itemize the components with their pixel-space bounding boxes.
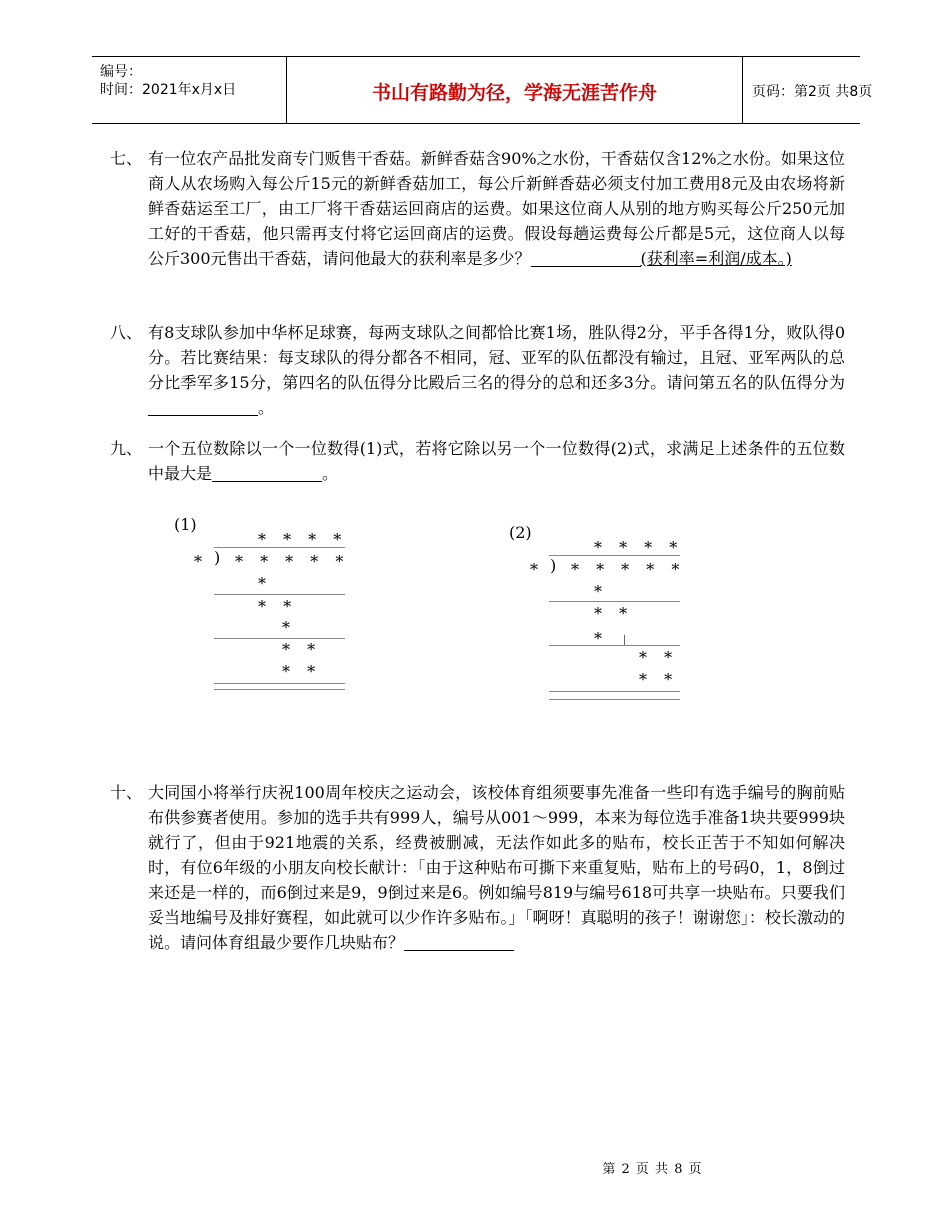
quotient-row: * * * * <box>594 538 684 557</box>
problem-body: 有8支球队参加中华杯足球赛，每两支球队之间都恰比赛1场，胜队得2分，平手各得1分，败队得0分。若比赛结果：每支球队的得分都各不相同，冠、亚军的队伍都没有输过，且冠、亚军两队的总分比季军多15分，第四名的队伍得分比殿后三名的得分的总和还多3分。请问第五名的队伍得分为 <box>148 323 845 392</box>
step-row: * * <box>258 597 298 616</box>
problem-text <box>148 146 845 271</box>
quotient-row: * * * * <box>258 530 348 549</box>
step-row: * 」 <box>594 629 642 648</box>
division-bar <box>214 547 345 548</box>
step-row: * * <box>282 662 322 681</box>
problem-number: 七、 <box>110 149 143 168</box>
problem-7 <box>110 146 845 271</box>
end-line <box>214 689 345 690</box>
end-line <box>214 683 345 684</box>
problem-body: 大同国小将举行庆祝100周年校庆之运动会，该校体育组须要事先准备一些印有选手编号的胸前贴布供参赛者使用。参加的选手共有999人，编号从001～999，本来为每位选手准备1块共要999块就行了，但由于921地震的关系，经费被删减，无法作如此多的贴布，校长正苦于不知如何解决时，有位6年级的小朋友向校长献计：「由于这种贴布可撕下来重复贴，贴布上的号码0，1，8倒过来还是一样的，而6倒过来是9，9倒过来是6。例如编号819与编号618可共享一块贴布。只要我们妥当地编号及排好赛程，如此就可以少作许多贴布。」「啊呀！真聪明的孩子！谢谢您」：校长激动的说。请问体育组最少要作几块贴布？ <box>148 783 845 952</box>
step-row: * <box>594 582 608 601</box>
divisor: * <box>530 560 538 579</box>
header-page-cell <box>742 57 873 123</box>
problem-tail: 。 <box>322 464 339 483</box>
end-line <box>549 699 680 700</box>
division-bar <box>549 555 680 556</box>
page-header <box>92 56 873 124</box>
answer-blank[interactable] <box>148 397 258 416</box>
answer-blank[interactable] <box>212 463 322 482</box>
problem-body: 一个五位数除以一个一位数得(1)式，若将它除以另一个一位数得(2)式，求满足上述条件的五位数中最大是 <box>148 439 845 483</box>
problem-text <box>148 320 845 420</box>
step-row: * <box>282 618 296 637</box>
step-row: * * <box>282 640 322 659</box>
step-row: * * <box>639 648 679 667</box>
problem-number: 八、 <box>110 323 143 342</box>
problem-tail: (获利率=利润/成本。) <box>640 249 792 268</box>
diagram-label: (2) <box>509 523 532 542</box>
header-info-cell <box>92 57 285 123</box>
problem-number: 十、 <box>110 783 143 802</box>
division-bracket: ) <box>214 548 221 567</box>
step-row: * * <box>639 670 679 689</box>
page-number-label: 页码：第2页 共8页 <box>752 84 873 100</box>
answer-blank[interactable] <box>531 248 641 267</box>
problem-8 <box>110 320 845 420</box>
problem-text <box>148 780 845 955</box>
divisor: * <box>194 552 202 571</box>
step-row: * <box>258 574 272 593</box>
dividend-row: * * * * * <box>571 560 686 579</box>
problem-text <box>148 436 845 486</box>
header-motto-cell <box>286 57 743 123</box>
dividend-row: * * * * * <box>235 552 350 571</box>
problem-tail: 。 <box>258 398 275 417</box>
end-line <box>549 691 680 692</box>
step-row: * * <box>594 604 634 623</box>
diagram-label: (1) <box>174 515 197 534</box>
answer-blank[interactable] <box>404 932 514 951</box>
time-label: 时间：2021年x月x日 <box>100 82 237 98</box>
problem-9 <box>110 436 845 486</box>
step-line <box>549 645 680 646</box>
motto: 书山有路勤为径，学海无涯苦作舟 <box>371 82 657 104</box>
division-bracket: ) <box>550 556 557 575</box>
step-line <box>549 601 680 602</box>
problem-number: 九、 <box>110 439 143 458</box>
step-line <box>214 638 345 639</box>
page-footer <box>0 1158 950 1177</box>
id-label: 编号： <box>100 64 142 80</box>
footer-page-number: 第 2 页 共 8 页 <box>602 1162 703 1177</box>
problem-body: 有一位农产品批发商专门贩售干香菇。新鲜香菇含90%之水份，干香菇仅含12%之水份。如果这位商人从农场购入每公斤15元的新鲜香菇加工，每公斤新鲜香菇必须支付加工费用8元及由农场将新鲜香菇运至工厂，由工厂将干香菇运回商店的运费。如果这位商人从别的地方购买每公斤250元加工好的干香菇，他只需再支付将它运回商店的运费。假设每趟运费每公斤都是5元，这位商人以每公斤300元售出干香菇，请问他最大的获利率是多少？ <box>148 149 845 268</box>
problem-10 <box>110 780 845 955</box>
step-line <box>214 594 345 595</box>
